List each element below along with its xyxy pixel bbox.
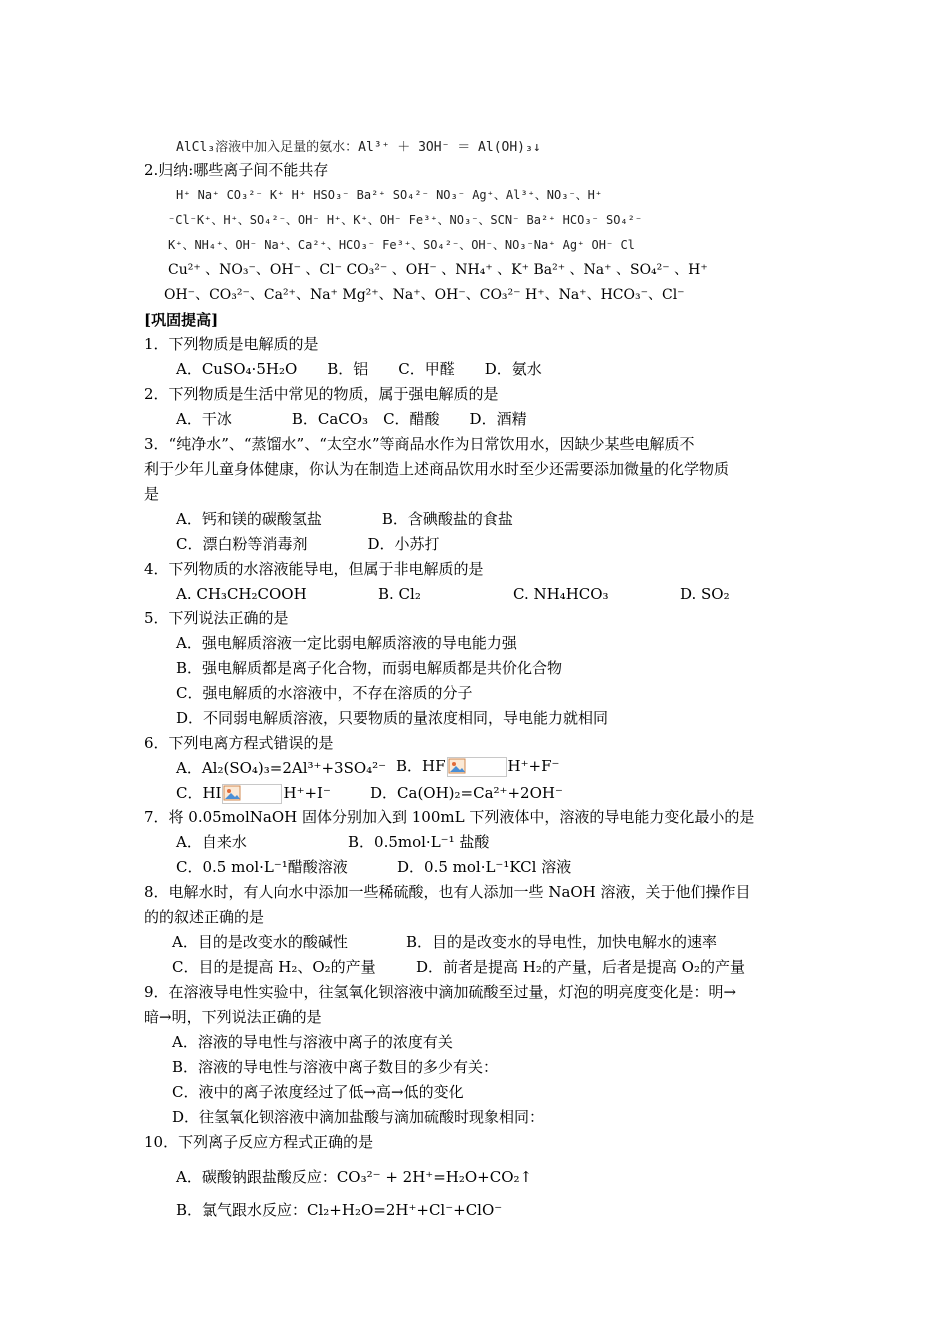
ion-line-3: K⁺、NH₄⁺、OH⁻ Na⁺、Ca²⁺、HCO₃⁻ Fe³⁺、SO₄²⁻、OH⁻、NO₃⁻Na⁺ Ag⁺ OH⁻ Cl <box>168 238 635 252</box>
question-8-stem: 8．电解水时，有人向水中添加一些稀硫酸，也有人添加一些 NaOH 溶液，关于他们操作目 <box>144 883 751 901</box>
question-5-stem: 5．下列说法正确的是 <box>144 609 289 627</box>
question-6-stem: 6．下列电离方程式错误的是 <box>144 734 334 752</box>
question-3-options-ab: A．钙和镁的碳酸氢盐 B．含碘酸盐的食盐 <box>176 510 513 528</box>
question-3-stem: 3．“纯净水”、“蒸馏水”、“太空水”等商品水作为日常饮用水，因缺少某些电解质不 <box>144 435 695 453</box>
question-4-option-c: C. NH₄HCO₃ <box>513 585 609 603</box>
question-7-option-c: C．0.5 mol·L⁻¹醋酸溶液 <box>176 858 348 876</box>
option-c-label: C．HI <box>176 784 222 802</box>
question-9-option-b: B．溶液的导电性与溶液中离子数目的多少有关： <box>172 1058 499 1076</box>
question-8-option-c: C．目的是提高 H₂、O₂的产量 <box>172 958 376 976</box>
question-3-stem-cont: 利于少年儿童身体健康，你认为在制造上述商品饮用水时至少还需要添加微量的化学物质 <box>144 460 730 478</box>
question-7-stem: 7．将 0.05molNaOH 固体分别加入到 100mL 下列液体中，溶液的导电能力变化最小的是 <box>144 808 755 826</box>
question-1-stem: 1．下列物质是电解质的是 <box>144 335 319 353</box>
ion-line-4: Cu²⁺ 、NO₃⁻、OH⁻ 、Cl⁻ CO₃²⁻ 、OH⁻ 、NH₄⁺ 、K⁺ Ba²⁺ 、Na⁺ 、SO₄²⁻ 、H⁺ <box>168 262 708 278</box>
question-5-option-d: D．不同弱电解质溶液，只要物质的量浓度相同，导电能力就相同 <box>176 709 609 727</box>
question-10-option-a: A．碳酸钠跟盐酸反应：CO₃²⁻ + 2H⁺=H₂O+CO₂↑ <box>176 1168 533 1186</box>
line-summary-title: 2.归纳:哪些离子间不能共存 <box>144 161 329 179</box>
question-3-options-cd: C．漂白粉等消毒剂 D．小苏打 <box>176 535 440 553</box>
question-6-option-c <box>176 783 331 804</box>
question-7-option-d: D．0.5 mol·L⁻¹KCl 溶液 <box>397 858 572 876</box>
question-2-stem: 2．下列物质是生活中常见的物质，属于强电解质的是 <box>144 385 499 403</box>
question-8-option-a: A．目的是改变水的酸碱性 <box>172 933 348 951</box>
question-6-option-b <box>396 756 559 777</box>
question-4-option-d: D. SO₂ <box>680 585 730 603</box>
question-8-option-d: D．前者是提高 H₂的产量，后者是提高 O₂的产量 <box>416 958 745 976</box>
question-10-stem: 10．下列离子反应方程式正确的是 <box>144 1133 374 1151</box>
question-1-options: A．CuSO₄·5H₂O B．铝 C．甲醛 D．氨水 <box>176 360 542 378</box>
question-2-options: A．干冰 B．CaCO₃ C．醋酸 D．酒精 <box>176 410 527 428</box>
question-9-stem-cont: 暗→明，下列说法正确的是 <box>144 1008 322 1026</box>
broken-image-icon <box>447 757 507 777</box>
question-8-stem-cont: 的的叙述正确的是 <box>144 908 265 926</box>
question-9-stem: 9．在溶液导电性实验中，往氢氧化钡溶液中滴加硫酸至过量，灯泡的明亮度变化是：明→ <box>144 983 737 1001</box>
broken-image-icon <box>222 784 282 804</box>
question-5-option-b: B．强电解质都是离子化合物，而弱电解质都是共价化合物 <box>176 659 563 677</box>
question-6-option-a: A．Al₂(SO₄)₃=2Al³⁺+3SO₄²⁻ <box>176 759 387 777</box>
question-4-option-b: B. Cl₂ <box>378 585 421 603</box>
ion-line-5: OH⁻、CO₃²⁻、Ca²⁺、Na⁺ Mg²⁺、Na⁺、OH⁻、CO₃²⁻ H⁺、Na⁺、HCO₃⁻、Cl⁻ <box>164 287 685 303</box>
question-7-option-b: B．0.5mol·L⁻¹ 盐酸 <box>348 833 490 851</box>
question-9-option-d: D．往氢氧化钡溶液中滴加盐酸与滴加硫酸时现象相同： <box>172 1108 545 1126</box>
question-7-option-a: A．自来水 <box>176 833 247 851</box>
question-5-option-c: C．强电解质的水溶液中，不存在溶质的分子 <box>176 684 473 702</box>
option-b-products: H⁺+F⁻ <box>507 757 560 775</box>
option-c-products: H⁺+I⁻ <box>283 784 331 802</box>
section-heading: [巩固提高] <box>144 311 219 329</box>
question-6-option-d: D．Ca(OH)₂=Ca²⁺+2OH⁻ <box>370 784 563 802</box>
question-4-option-a: A. CH₃CH₂COOH <box>176 585 307 603</box>
question-9-option-c: C．液中的离子浓度经过了低→高→低的变化 <box>172 1083 464 1101</box>
ion-line-2: ⁻Cl⁻K⁺、H⁺、SO₄²⁻、OH⁻ H⁺、K⁺、OH⁻ Fe³⁺、NO₃⁻、SCN⁻ Ba²⁺ HCO₃⁻ SO₄²⁻ <box>168 213 643 227</box>
question-5-option-a: A．强电解质溶液一定比弱电解质溶液的导电能力强 <box>176 634 517 652</box>
line-alcl3: AlCl₃溶液中加入足量的氨水：Al³⁺ ＋ 3OH⁻ ＝ Al(OH)₃↓ <box>176 140 541 155</box>
option-b-label: B．HF <box>396 757 446 775</box>
question-3-stem-end: 是 <box>144 485 160 503</box>
question-10-option-b: B．氯气跟水反应：Cl₂+H₂O=2H⁺+Cl⁻+ClO⁻ <box>176 1201 503 1219</box>
ion-line-1: H⁺ Na⁺ CO₃²⁻ K⁺ H⁺ HSO₃⁻ Ba²⁺ SO₄²⁻ NO₃⁻ Ag⁺、Al³⁺、NO₃⁻、H⁺ <box>176 188 603 202</box>
question-9-option-a: A．溶液的导电性与溶液中离子的浓度有关 <box>172 1033 453 1051</box>
question-8-option-b: B．目的是改变水的导电性，加快电解水的速率 <box>406 933 718 951</box>
question-4-stem: 4．下列物质的水溶液能导电，但属于非电解质的是 <box>144 560 484 578</box>
